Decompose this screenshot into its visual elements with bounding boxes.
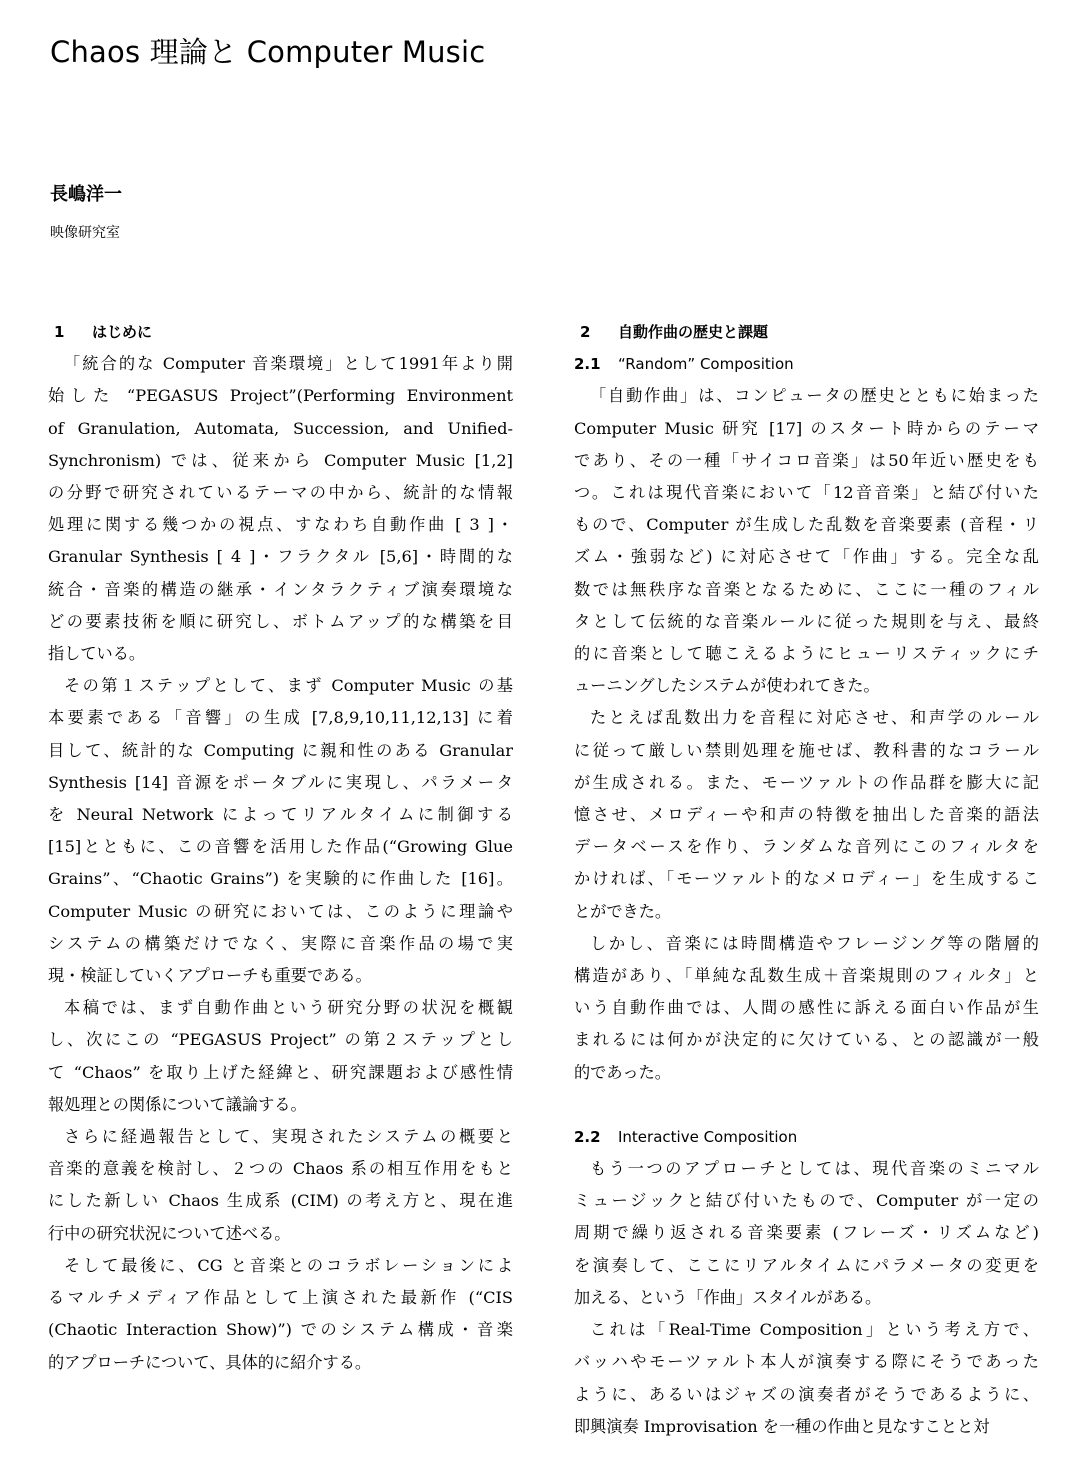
- text-line: て “Chaos” を取り上げた経緯と、研究課題および感性情: [48, 1062, 513, 1082]
- text-line: (Chaotic Interaction Show)”) でのシステム構成・音楽: [48, 1320, 513, 1340]
- text-line: そして最後に、CG と音楽とのコラボレーションによ: [64, 1255, 513, 1275]
- section-number: 1: [54, 323, 65, 341]
- text-line: 指している。: [48, 644, 146, 664]
- text-line: 「自動作曲」は、コンピュータの歴史とともに始まった: [590, 386, 1039, 406]
- text-line: 加える、という「作曲」スタイルがある。: [574, 1287, 882, 1307]
- author-affiliation: 映像研究室: [50, 225, 120, 241]
- section-number: 2: [580, 323, 591, 341]
- text-line: 本稿では、まず自動作曲という研究分野の状況を概観: [64, 998, 513, 1018]
- paragraph: [574, 1153, 1039, 1314]
- text-line: of Granulation, Automata, Succession, and Unified-: [48, 418, 513, 438]
- section-title: 自動作曲の歴史と課題: [618, 323, 769, 341]
- text-line: 行中の研究状況について述べる。: [48, 1223, 291, 1243]
- subsection-heading: [574, 348, 1039, 380]
- text-line: 本要素である「音響」の生成 [7,8,9,10,11,12,13] に着: [48, 708, 513, 728]
- text-line: さらに経過報告として、実現されたシステムの概要と: [64, 1127, 513, 1147]
- text-line: 周期で繰り返される音楽要素 (フレーズ・リズムなど): [574, 1223, 1039, 1243]
- text-line: 目して、統計的な Computing に親和性のある Granular: [48, 740, 513, 760]
- section-heading: [574, 316, 1039, 348]
- paragraph: [48, 348, 513, 670]
- text-line: 的アプローチについて、具体的に紹介する。: [48, 1352, 372, 1372]
- spacer: [574, 1089, 1039, 1121]
- text-line: まれるには何かが決定的に欠けている、との認識が一般: [574, 1030, 1039, 1050]
- text-line: 憶させ、メロディーや和声の特徴を抽出した音楽的語法: [574, 805, 1039, 825]
- section-title: はじめに: [92, 323, 153, 341]
- subsection-number: 2.1: [574, 355, 601, 374]
- text-line: に従って厳しい禁則処理を施せば、教科書的なコラール: [574, 740, 1039, 760]
- text-line: 始した “PEGASUS Project”(Performing Environment: [48, 386, 513, 406]
- right-subsections: [574, 348, 1039, 1443]
- text-line: どの要素技術を順に研究し、ボトムアップ的な構築を目: [48, 611, 513, 631]
- paragraph: [574, 1314, 1039, 1443]
- text-line: もので、Computer が生成した乱数を音楽要素 (音程・リ: [574, 515, 1039, 535]
- text-line: Synthesis [14] 音源をポータブルに実現し、パラメータ: [48, 772, 513, 792]
- left-column: [48, 316, 513, 1379]
- paragraph: [574, 702, 1039, 927]
- text-line: 的であった。: [574, 1062, 671, 1082]
- text-line: たとえば乱数出力を音程に対応させ、和声学のルール: [590, 708, 1039, 728]
- right-column: [574, 316, 1039, 1443]
- text-line: Grains”、“Chaotic Grains”) を実験的に作曲した [16]。: [48, 869, 513, 889]
- paragraph: [48, 1250, 513, 1379]
- text-line: ように、あるいはジャズの演奏者がそうであるように、: [574, 1384, 1039, 1404]
- text-line: [15]とともに、この音響を活用した作品(“Growing Glue: [48, 837, 513, 857]
- text-line: Computer Music の研究においては、このように理論や: [48, 901, 513, 921]
- paragraph: [574, 380, 1039, 702]
- text-line: し、次にこの “PEGASUS Project” の第２ステップとし: [48, 1030, 513, 1050]
- text-line: その第１ステップとして、まず Computer Music の基: [64, 676, 513, 696]
- text-line: るマルチメディア作品として上演された最新作 (“CIS: [48, 1288, 513, 1308]
- text-line: つ。これは現代音楽において「12音音楽」と結び付いた: [574, 483, 1039, 503]
- text-line: ズム・強弱など) に対応させて「作曲」する。完全な乱: [574, 547, 1039, 567]
- text-line: の分野で研究されているテーマの中から、統計的な情報: [48, 483, 513, 503]
- text-line: 構造があり、「単純な乱数生成＋音楽規則のフィルタ」と: [574, 966, 1039, 986]
- text-line: にした新しい Chaos 生成系 (CIM) の考え方と、現在進: [48, 1191, 513, 1211]
- text-line: ューニングしたシステムが使われてきた。: [574, 676, 880, 696]
- paragraph: [48, 670, 513, 992]
- text-line: 処理に関する幾つかの視点、すなわち自動作曲 [ 3 ]・: [48, 515, 513, 535]
- text-line: システムの構築だけでなく、実際に音楽作品の場で実: [48, 933, 513, 953]
- subsection-number: 2.2: [574, 1127, 601, 1146]
- section-heading: [48, 316, 513, 348]
- text-line: とができた。: [574, 901, 672, 921]
- paper-title: Chaos 理論と Computer Music: [50, 35, 486, 69]
- text-line: 「統合的な Computer 音楽環境」として1991年より開: [64, 354, 513, 374]
- text-line: 音楽的意義を検討し、２つの Chaos 系の相互作用をもと: [48, 1159, 513, 1179]
- text-line: Synchronism) では、従来から Computer Music [1,2]: [48, 450, 513, 470]
- text-line: を Neural Network によってリアルタイムに制御する: [48, 805, 513, 825]
- text-line: バッハやモーツァルト本人が演奏する際にそうであった: [574, 1352, 1039, 1372]
- paragraph: [574, 928, 1039, 1089]
- author-name: 長嶋洋一: [50, 184, 122, 205]
- subsection-title: “Random” Composition: [618, 355, 794, 374]
- text-line: データベースを作り、ランダムな音列にこのフィルタを: [574, 837, 1039, 857]
- text-line: 数では無秩序な音楽となるために、ここに一種のフィル: [574, 579, 1039, 599]
- text-line: Computer Music 研究 [17] のスタート時からのテーマ: [574, 418, 1039, 438]
- text-line: もう一つのアプローチとしては、現代音楽のミニマル: [590, 1159, 1039, 1179]
- text-line: これは「Real-Time Composition」という考え方で、: [590, 1320, 1039, 1340]
- text-line: ミュージックと結び付いたもので、Computer が一定の: [574, 1191, 1039, 1211]
- text-line: 即興演奏 Improvisation を一種の作曲と見なすことと対: [574, 1416, 990, 1436]
- text-line: 報処理との関係について議論する。: [48, 1094, 307, 1114]
- paragraph: [48, 1121, 513, 1250]
- text-line: 的に音楽として聴こえるようにヒューリスティックにチ: [574, 644, 1039, 664]
- paragraph: [48, 992, 513, 1121]
- text-line: しかし、音楽には時間構造やフレージング等の階層的: [590, 933, 1039, 953]
- text-line: タとして伝統的な音楽ルールに従った規則を与え、最終: [574, 611, 1039, 631]
- subsection-title: Interactive Composition: [618, 1127, 798, 1146]
- text-line: Granular Synthesis [ 4 ]・フラクタル [5,6]・時間的な: [48, 547, 513, 567]
- text-line: いう自動作曲では、人間の感性に訴える面白い作品が生: [574, 998, 1039, 1018]
- text-line: かければ、「モーツァルト的なメロディー」を生成するこ: [574, 869, 1039, 889]
- left-paragraphs: [48, 348, 513, 1379]
- text-line: を演奏して、ここにリアルタイムにパラメータの変更を: [574, 1255, 1039, 1275]
- text-line: 統合・音楽的構造の継承・インタラクティブ演奏環境な: [48, 579, 513, 599]
- text-line: が生成される。また、モーツァルトの作品群を膨大に記: [574, 772, 1039, 792]
- subsection-heading: [574, 1121, 1039, 1153]
- text-line: であり、その一種「サイコロ音楽」は50年近い歴史をも: [574, 450, 1039, 470]
- text-line: 現・検証していくアプローチも重要である。: [48, 966, 372, 986]
